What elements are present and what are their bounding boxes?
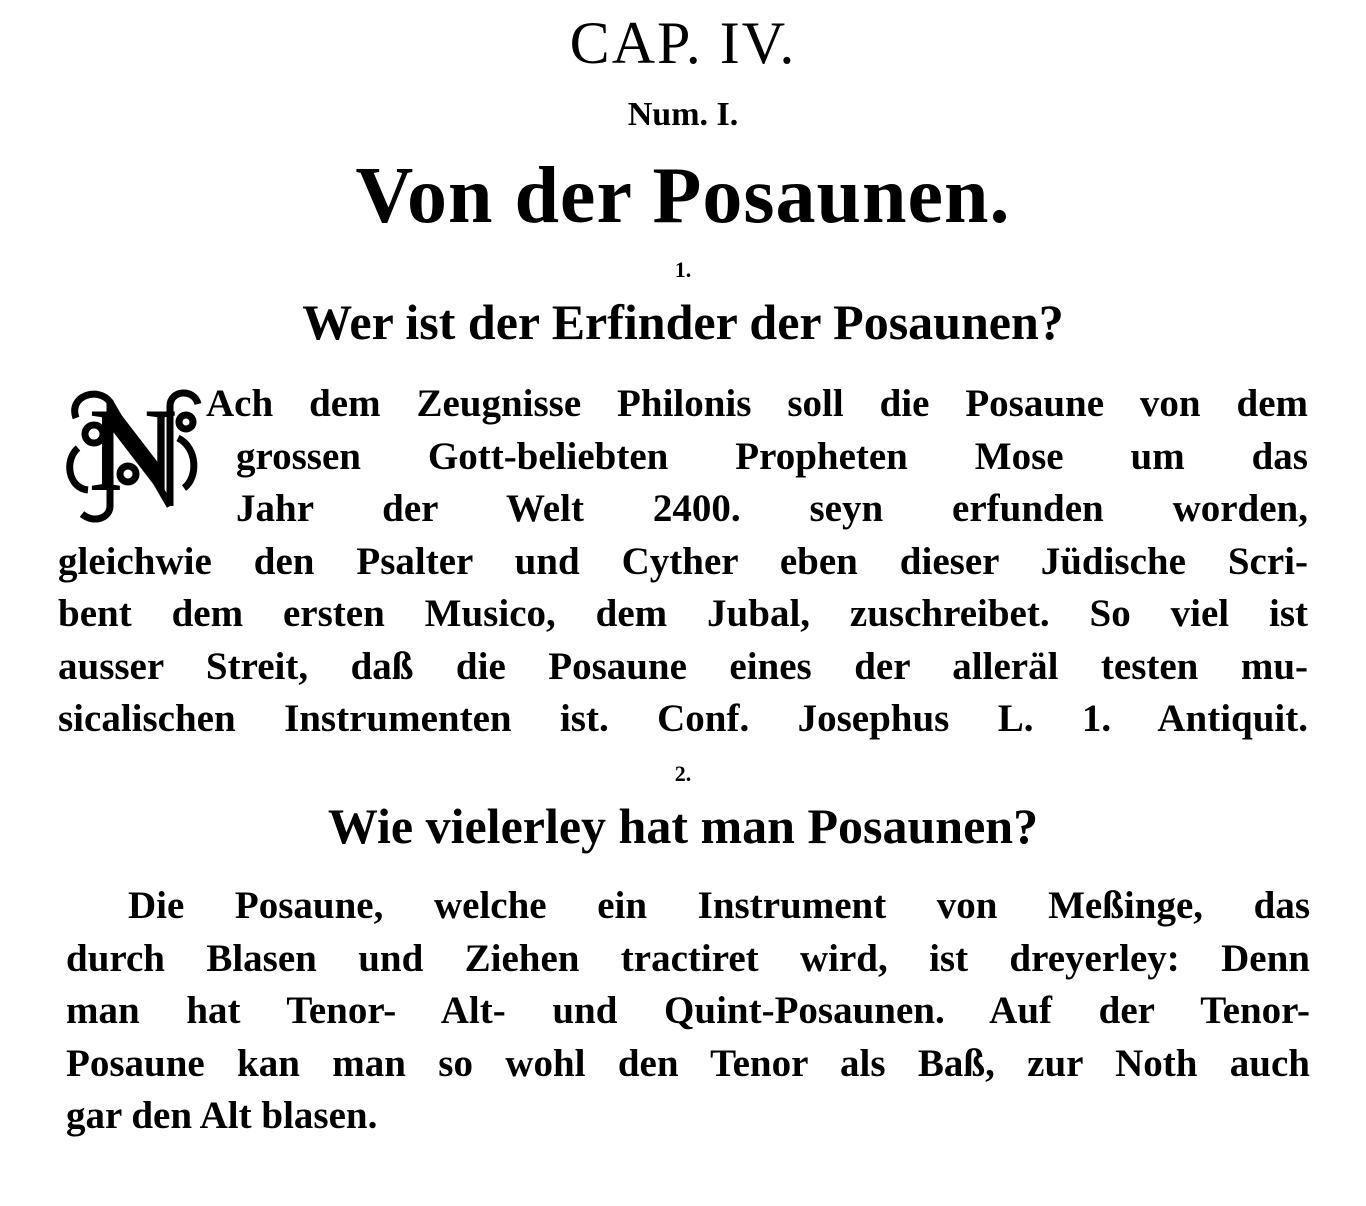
section-1-line-2: grossen Gott-beliebten Propheten Mose um das bbox=[236, 434, 1308, 478]
page-title: Von der Posaunen. bbox=[355, 152, 1011, 240]
section-1-paragraph bbox=[58, 378, 1308, 748]
section-2-line-3: man hat Tenor- Alt- und Quint-Posaunen. Auf der Tenor- bbox=[66, 989, 1310, 1032]
section-2-paragraph bbox=[66, 880, 1310, 1160]
section-1-line-4: gleichwie den Psalter und Cyther eben dieser Jüdische Scri- bbox=[58, 539, 1308, 583]
section-1-line-3: Jahr der Welt 2400. seyn erfunden worden, bbox=[236, 487, 1308, 530]
number-heading: Num. I. bbox=[627, 96, 739, 133]
section-2-line-2: durch Blasen und Ziehen tractiret wird, ist dreyerley: Denn bbox=[66, 936, 1310, 980]
section-2-question: Wie vielerley hat man Posaunen? bbox=[327, 798, 1039, 854]
section-1-question: Wer ist der Erfinder der Posaunen? bbox=[302, 294, 1064, 350]
section-2-line-4: Posaune kan man so wohl den Tenor als Baß, zur Noth auch bbox=[66, 1041, 1310, 1085]
section-2-line-1: Die Posaune, welche ein Instrument von Meßinge, das bbox=[128, 884, 1310, 927]
section-2-line-5: gar den Alt blasen. bbox=[66, 1094, 378, 1137]
section-1-line-5: bent dem ersten Musico, dem Jubal, zuschreibet. So viel ist bbox=[58, 592, 1308, 635]
section-1-line-7: sicalischen Instrumenten ist. Conf. Josephus L. 1. Antiquit. bbox=[58, 697, 1308, 740]
section-1-line-6: ausser Streit, daß die Posaune eines der alleräl testen mu- bbox=[58, 644, 1308, 688]
section-1-line-1: Ach dem Zeugnisse Philonis soll die Posaune von dem bbox=[206, 382, 1308, 425]
section-2-number: 2. bbox=[674, 761, 692, 786]
svg-text:N: N bbox=[89, 383, 177, 516]
section-1-number: 1. bbox=[674, 257, 692, 282]
chapter-heading: CAP. IV. bbox=[569, 10, 797, 76]
ornamental-initial-n bbox=[58, 378, 208, 528]
